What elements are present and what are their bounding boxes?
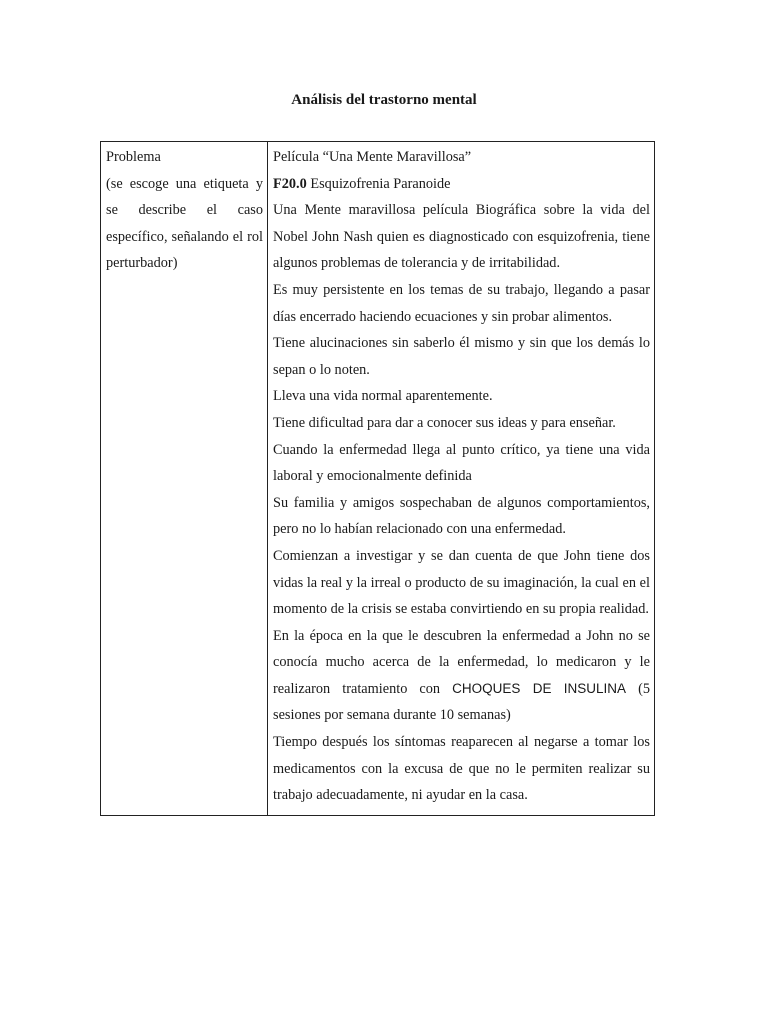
case-paragraph: Tiempo después los síntomas reaparecen al negarse a tomar los medicamentos con la excusa de que no le permiten realizar su trabajo adecuadamente, ni ayudar en la casa. — [273, 734, 650, 804]
treatment-text-after: (5 sesiones por semana durante 10 semanas) — [273, 680, 651, 724]
table-row — [101, 142, 655, 816]
treatment-text-before: En la época en la que le descubren la enfermedad a John no se conocía mucho acerca de la enfermedad, lo medicaron y le realizaron tratamiento con — [273, 627, 650, 697]
case-paragraph: Es muy persistente en los temas de su trabajo, llegando a pasar días encerrado haciendo ecuaciones y sin probar alimentos. — [273, 281, 650, 325]
diagnosis-name: Esquizofrenia Paranoide — [310, 175, 451, 192]
case-cell — [268, 142, 655, 816]
document-title: Análisis del trastorno mental — [291, 92, 477, 108]
case-paragraph: Comienzan a investigar y se dan cuenta de que John tiene dos vidas la real y la irreal o producto de su imaginación, la cual en el momento de la crisis se estaba convirtiendo en su propia realidad. — [273, 547, 650, 618]
diagnosis-line — [273, 171, 650, 198]
treatment-name: CHOQUES DE INSULINA — [452, 680, 626, 696]
case-paragraph: Su familia y amigos sospechaban de algunos comportamientos, pero no lo habían relacionado con una enfermedad. — [273, 494, 650, 538]
treatment-paragraph — [273, 623, 650, 729]
case-paragraph: Lleva una vida normal aparentemente. — [273, 388, 493, 405]
case-paragraph: Tiene dificultad para dar a conocer sus ideas y para enseñar. — [273, 414, 616, 431]
case-paragraph: Una Mente maravillosa película Biográfica sobre la vida del Nobel John Nash quien es diagnosticado con esquizofrenia, tiene algunos problemas de tolerancia y de irritabilidad. — [273, 202, 650, 272]
analysis-table — [100, 141, 655, 816]
problem-heading: Problema — [106, 149, 161, 165]
movie-title: Película “Una Mente Maravillosa” — [273, 149, 472, 165]
diagnosis-code: F20.0 — [273, 175, 307, 192]
case-paragraph: Tiene alucinaciones sin saberlo él mismo y sin que los demás lo sepan o lo noten. — [273, 335, 650, 378]
problem-cell — [101, 142, 268, 816]
problem-description: (se escoge una etiqueta y se describe el caso específico, señalando el rol perturbador) — [106, 175, 263, 272]
case-paragraph: Cuando la enfermedad llega al punto crítico, ya tiene una vida laboral y emocionalmente definida — [273, 441, 650, 485]
